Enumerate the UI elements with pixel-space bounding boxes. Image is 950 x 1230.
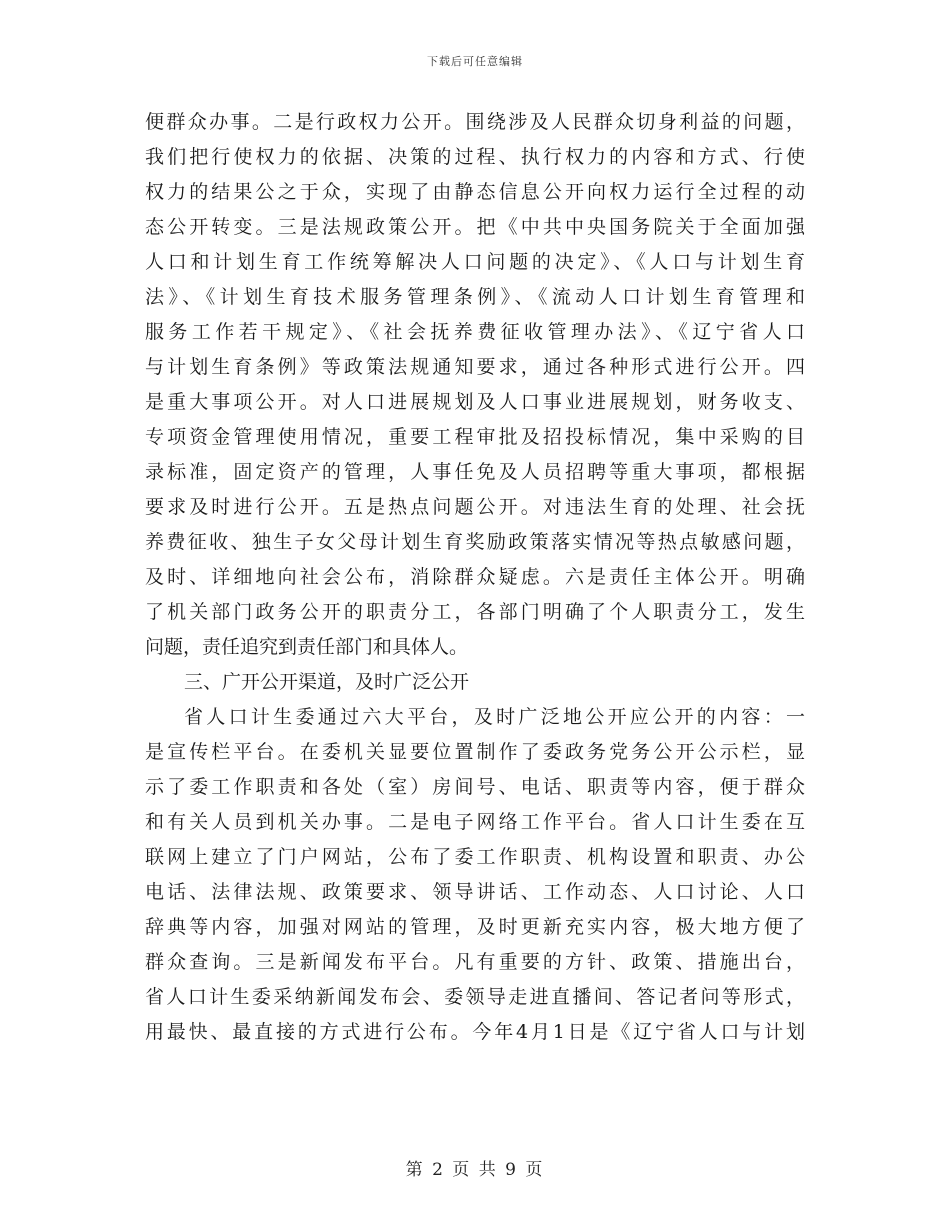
text-line-23: 电话、法律法规、政策要求、领导讲话、工作动态、人口讨论、人口 xyxy=(145,881,805,903)
text-line-2: 我们把行使权力的依据、决策的过程、执行权力的内容和方式、行使 xyxy=(145,146,805,168)
text-line-11: 录标准，固定资产的管理，人事任免及人员招聘等重大事项，都根据 xyxy=(145,461,805,483)
text-line-18: 省人口计生委通过六大平台，及时广泛地公开应公开的内容：一 xyxy=(184,706,805,728)
text-line-4: 态公开转变。三是法规政策公开。把《中共中央国务院关于全面加强 xyxy=(145,216,805,238)
text-line-16: 问题，责任追究到责任部门和具体人。 xyxy=(145,636,469,658)
text-line-27: 用最快、最直接的方式进行公布。今年4月1日是《辽宁省人口与计划 xyxy=(145,1021,805,1043)
document-body xyxy=(145,105,805,1050)
text-line-20: 示了委工作职责和各处（室）房间号、电话、职责等内容，便于群众 xyxy=(145,776,805,798)
header-note: 下载后可任意编辑 xyxy=(427,55,523,68)
text-line-6: 法》、《计划生育技术服务管理条例》、《流动人口计划生育管理和 xyxy=(145,286,805,308)
page-number: 第 2 页 共 9 页 xyxy=(405,1160,545,1180)
text-line-19: 是宣传栏平台。在委机关显要位置制作了委政务党务公开公示栏，显 xyxy=(145,741,805,763)
text-line-9: 是重大事项公开。对人口进展规划及人口事业进展规划，财务收支、 xyxy=(145,391,805,413)
text-line-1: 便群众办事。二是行政权力公开。围绕涉及人民群众切身利益的问题， xyxy=(145,111,805,133)
text-line-14: 及时、详细地向社会公布，消除群众疑虑。六是责任主体公开。明确 xyxy=(145,566,805,588)
text-line-26: 省人口计生委采纳新闻发布会、委领导走进直播间、答记者问等形式， xyxy=(145,986,805,1008)
text-line-8: 与计划生育条例》等政策法规通知要求，通过各种形式进行公开。四 xyxy=(145,356,805,378)
text-line-24: 辞典等内容，加强对网站的管理，及时更新充实内容，极大地方便了 xyxy=(145,916,805,938)
text-line-13: 养费征收、独生子女父母计划生育奖励政策落实情况等热点敏感问题， xyxy=(145,531,805,553)
text-line-15: 了机关部门政务公开的职责分工，各部门明确了个人职责分工，发生 xyxy=(145,601,805,623)
text-line-10: 专项资金管理使用情况，重要工程审批及招投标情况，集中采购的目 xyxy=(145,426,805,448)
text-line-5: 人口和计划生育工作统筹解决人口问题的决定》、《人口与计划生育 xyxy=(145,251,805,273)
text-line-3: 权力的结果公之于众，实现了由静态信息公开向权力运行全过程的动 xyxy=(145,181,805,203)
text-line-22: 联网上建立了门户网站，公布了委工作职责、机构设置和职责、办公 xyxy=(145,846,805,868)
text-line-21: 和有关人员到机关办事。二是电子网络工作平台。省人口计生委在互 xyxy=(145,811,805,833)
text-line-7: 服务工作若干规定》、《社会抚养费征收管理办法》、《辽宁省人口 xyxy=(145,321,805,343)
text-line-25: 群众查询。三是新闻发布平台。凡有重要的方针、政策、措施出台， xyxy=(145,951,805,973)
text-line-12: 要求及时进行公开。五是热点问题公开。对违法生育的处理、社会抚 xyxy=(145,496,805,518)
section-heading: 三、广开公开渠道，及时广泛公开 xyxy=(184,671,470,693)
